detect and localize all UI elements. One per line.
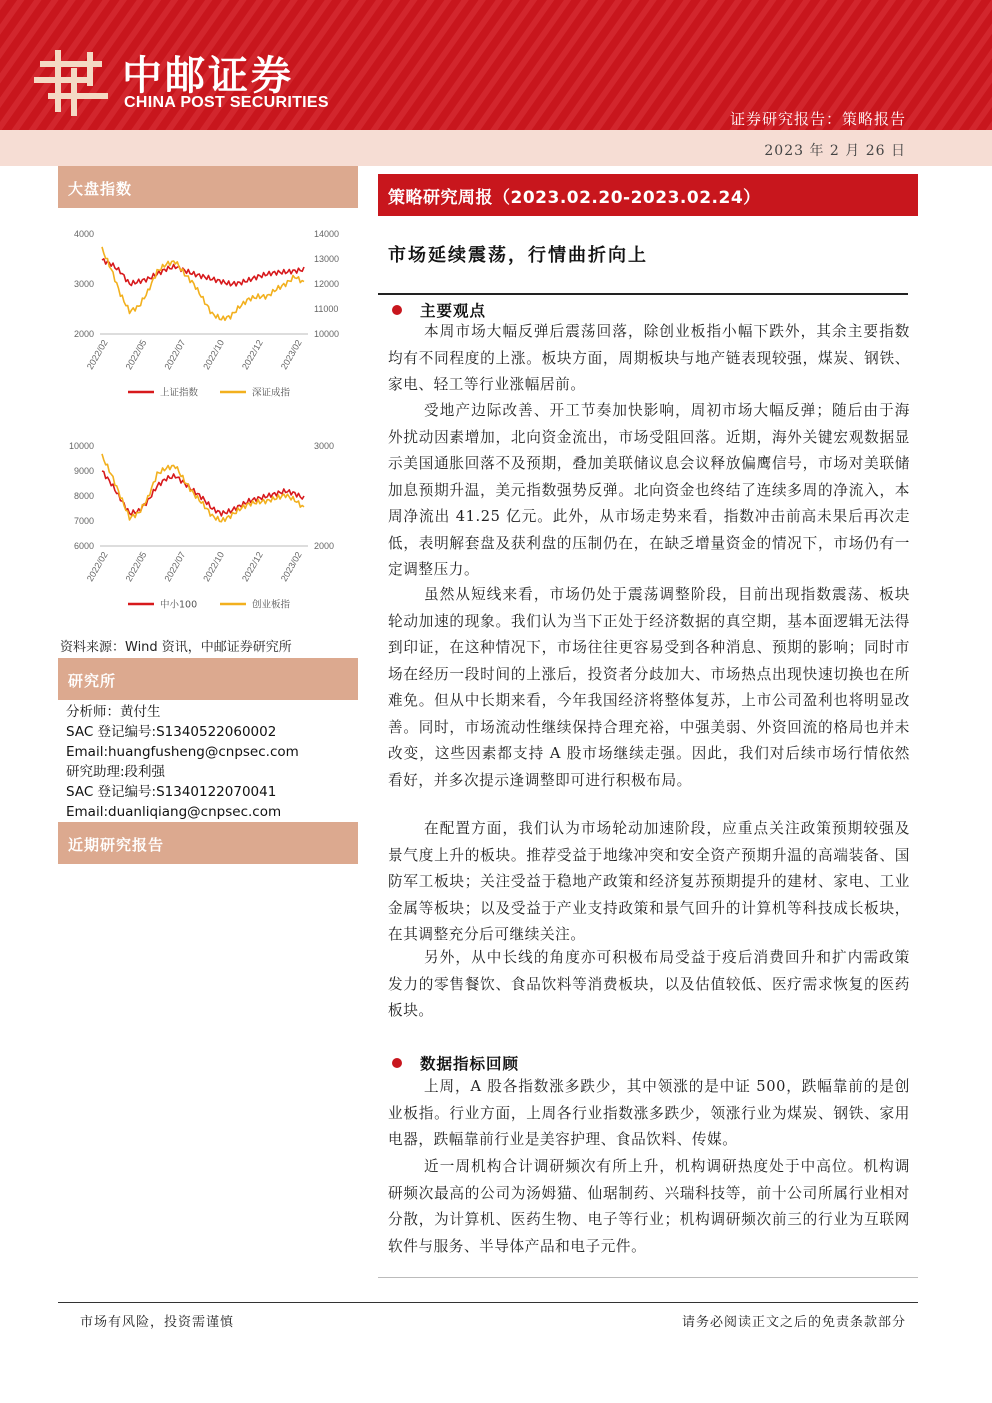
series-line — [102, 259, 304, 286]
left-axis-tick: 6000 — [73, 541, 94, 551]
report-headline: 市场延续震荡，行情曲折向上 — [388, 245, 648, 266]
paragraph: 在配置方面，我们认为市场轮动加速阶段，应重点关注政策预期较强及景气度上升的板块。推荐受益于地缘冲突和安全资产预期升温的高端装备、国防军工板块；关注受益于稳地产政策和经济复苏预期提升的建材、家电、工业金属等板块；以及受益于产业支持政策和景气回升的计算机等科技成长板块，在其调整充分后可继续关注。 — [388, 820, 910, 943]
legend-label: 深证成指 — [252, 387, 291, 399]
left-axis-tick: 2000 — [73, 329, 94, 339]
content-bottom-rule — [378, 1277, 918, 1278]
report-type: 证券研究报告：策略报告 — [729, 110, 906, 128]
x-axis-tick: 2022/07 — [162, 338, 188, 372]
left-axis-tick: 9000 — [73, 466, 94, 476]
x-axis-tick: 2022/10 — [201, 338, 227, 372]
x-axis-tick: 2022/02 — [84, 550, 110, 584]
section-title-text: 主要观点 — [420, 302, 487, 320]
x-axis-tick: 2022/12 — [239, 338, 265, 372]
chart-sme-chinext — [58, 434, 358, 619]
footer-rule — [58, 1302, 918, 1303]
paragraph: 上周，A 股各指数涨多跌少，其中领涨的是中证 500，跌幅靠前的是创业板指。行业方面，上周各行业指数涨多跌少，领涨行业为煤炭、钢铁、家用电器，跌幅靠前行业是美容护理、食品饮料、传媒。 — [388, 1078, 910, 1148]
sidebar-recent-title: 近期研究报告 — [58, 822, 358, 864]
legend-label: 上证指数 — [160, 387, 199, 399]
paragraph: 受地产边际改善、开工节奏加快影响，周初市场大幅反弹；随后由于海外扰动因素增加，北向资金流出，市场受阻回落。近期，海外关键宏观数据显示美国通胀回落不及预期，叠加美联储议息会议释放偏鹰信号，市场对美联储加息预期升温，美元指数强势反弹。北向资金也终结了连续多周的净流入，本周净流出 41.25 亿元。此外，从市场走势来看，指数冲击前高未果后再次走低，表明解套盘及获利盘的压制仍在，在缺乏增量资金的情况下，市场仍有一定调整压力。 — [388, 402, 910, 578]
section-title-data-review — [392, 1052, 519, 1074]
brand-name-en: CHINA POST SECURITIES — [124, 94, 329, 111]
x-axis-tick: 2023/02 — [278, 338, 304, 372]
section-title-main-views — [392, 299, 486, 321]
paragraph: 另外，从中长线的角度亦可积极布局受益于疫后消费回升和扩内需政策发力的零售餐饮、食品饮料等消费板块，以及估值较低、医疗需求恢复的医药板块。 — [388, 949, 910, 1019]
right-axis-tick: 2000 — [314, 541, 335, 551]
sidebar-institute-title: 研究所 — [58, 658, 358, 700]
series-line — [102, 471, 304, 516]
analyst-info — [66, 702, 299, 822]
chart-source: 资料来源：Wind 资讯，中邮证券研究所 — [60, 640, 292, 655]
paragraph: 近一周机构合计调研频次有所上升，机构调研热度处于中高位。机构调研频次最高的公司为汤姆猫、仙琚制药、兴瑞科技等，前十公司所属行业相对分散，为计算机、医药生物、电子等行业；机构调研频次前三的行业为互联网软件与服务、半导体产品和电子元件。 — [388, 1158, 910, 1255]
analyst-line: SAC 登记编号:S1340122070041 — [66, 784, 277, 800]
x-axis-tick: 2023/02 — [278, 550, 304, 584]
left-axis-tick: 7000 — [73, 516, 94, 526]
legend-label: 创业板指 — [252, 599, 291, 611]
sidebar-index-title: 大盘指数 — [58, 166, 358, 208]
x-axis-tick: 2022/07 — [162, 550, 188, 584]
x-axis-tick: 2022/02 — [84, 338, 110, 372]
left-axis-tick: 10000 — [68, 441, 94, 451]
brand-name-cn: 中邮证券 — [122, 53, 294, 99]
right-axis-tick: 11000 — [314, 304, 339, 314]
right-axis-tick: 12000 — [314, 279, 340, 289]
left-axis-tick: 3000 — [73, 279, 94, 289]
footer-risk-note: 市场有风险，投资需谨慎 — [80, 1315, 235, 1330]
analyst-line: 分析师：黄付生 — [66, 704, 161, 720]
report-title: 策略研究周报（2023.02.20-2023.02.24） — [388, 188, 761, 208]
x-axis-tick: 2022/10 — [201, 550, 227, 584]
bullet-dot-icon — [392, 305, 402, 315]
analyst-line: Email:huangfusheng@cnpsec.com — [66, 744, 299, 760]
report-header — [0, 0, 992, 130]
x-axis-tick: 2022/12 — [239, 550, 265, 584]
right-axis-tick: 10000 — [314, 329, 340, 339]
right-axis-tick: 14000 — [314, 229, 340, 239]
report-date: 2023 年 2 月 26 日 — [764, 143, 906, 159]
bullet-dot-icon — [392, 1058, 402, 1068]
x-axis-tick: 2022/05 — [123, 338, 149, 372]
paragraph: 本周市场大幅反弹后震荡回落，除创业板指小幅下跌外，其余主要指数均有不同程度的上涨。板块方面，周期板块与地产链表现较强，煤炭、钢铁、家电、轻工等行业涨幅居前。 — [388, 323, 910, 393]
x-axis-tick: 2022/05 — [123, 550, 149, 584]
right-axis-tick: 13000 — [314, 254, 340, 264]
analyst-line: Email:duanliqiang@cnpsec.com — [66, 804, 282, 820]
headline-rule — [378, 293, 908, 295]
section-title-text: 数据指标回顾 — [420, 1055, 520, 1073]
legend-label: 中小100 — [160, 599, 198, 611]
left-axis-tick: 4000 — [73, 229, 94, 239]
footer-disclaimer-note: 请务必阅读正文之后的免责条款部分 — [681, 1315, 906, 1330]
analyst-line: 研究助理:段利强 — [66, 764, 166, 780]
paragraph: 虽然从短线来看，市场仍处于震荡调整阶段，目前出现指数震荡、板块轮动加速的现象。我们认为当下正处于经济数据的真空期，基本面逻辑无法得到印证，在这种情况下，市场往往更容易受到各种消息、预期的影响；同时市场在经历一段时间的上涨后，投资者分歧加大、市场热点出现快速切换也在所难免。但从中长期来看，今年我国经济将整体复苏，上市公司盈利也将明显改善。同时，市场流动性继续保持合理充裕，中强美弱、外资回流的格局也并未改变，这些因素都支持 A 股市场继续走强。因此，我们对后续市场行情依然看好，并多次提示逢调整即可进行积极布局。 — [388, 586, 910, 789]
china-post-logo-icon — [30, 42, 112, 120]
right-axis-tick: 3000 — [314, 441, 335, 451]
left-axis-tick: 8000 — [73, 491, 94, 501]
analyst-line: SAC 登记编号:S1340522060002 — [66, 724, 277, 740]
chart-shanghai-shenzhen — [58, 222, 358, 407]
